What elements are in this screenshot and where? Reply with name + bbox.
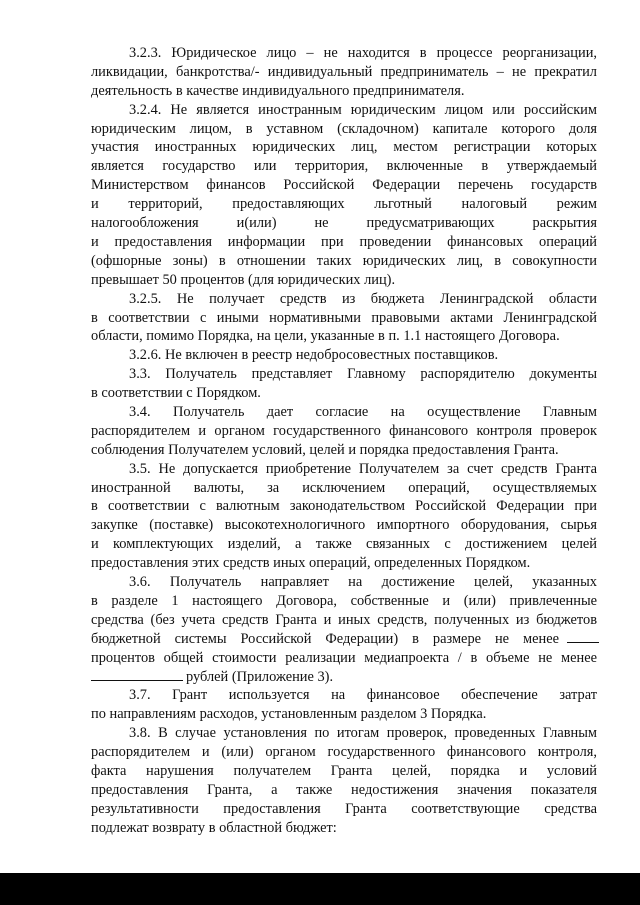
text-line: 3.4. Получатель дает согласие на осуществление Главным — [129, 404, 597, 420]
text-line: бюджетной системы Российской Федерации) в размере не менее — [91, 630, 559, 647]
fill-in-blank — [567, 630, 599, 643]
text-line: 3.2.5. Не получает средств из бюджета Ленинградской области — [129, 290, 597, 307]
text-line: 3.2.6. Не включен в реестр недобросовестных поставщиков. — [129, 347, 499, 364]
text-line: предоставления Гранта, а также недостижения значения показателя — [91, 781, 597, 798]
text-line: в разделе 1 настоящего Договора, собственные и (или) привлеченные — [91, 592, 597, 609]
text-line: иностранной валюты, за исключением операций, осуществляемых — [91, 479, 597, 496]
text-line: распорядителем и органом государственного финансового контроля проверок — [91, 422, 597, 439]
paragraph-3-6 — [91, 573, 597, 686]
text-line: закупке (поставке) высокотехнологичного импортного оборудования, сырья — [91, 517, 597, 534]
text-line: (офшорные зоны) в отношении таких юридических лиц, в совокупности — [91, 252, 597, 269]
text-line: является государство или территория, включенные в утверждаемый — [91, 158, 597, 175]
text-line: подлежат возврату в областной бюджет: — [91, 819, 337, 836]
paragraph-3-4 — [91, 403, 597, 460]
text-line-with-blank — [91, 668, 597, 687]
fill-in-blank — [91, 668, 183, 681]
text-line: налогообложения и(или) не предусматривающих раскрытия — [91, 215, 597, 232]
paragraph-3-2-4 — [91, 101, 597, 290]
scan-bottom-edge — [0, 873, 640, 905]
text-line: в соответствии с Порядком. — [91, 385, 261, 402]
paragraph-3-2-5 — [91, 290, 597, 347]
text-line: превышает 50 процентов (для юридических лиц). — [91, 271, 396, 288]
text-line: результативности предоставления Гранта соответствующие средства — [91, 800, 597, 817]
paragraph-3-2-3 — [91, 44, 597, 101]
text-line: 3.2.4. Не является иностранным юридическим лицом или российским — [129, 101, 597, 118]
text-line: деятельность в качестве индивидуального предпринимателя. — [91, 82, 465, 99]
text-line: 3.7. Грант используется на финансовое обеспечение затрат — [129, 687, 597, 704]
text-line: юридическим лицом, в уставном (складочном) капитале которого доля — [91, 120, 597, 137]
text-line: 3.6. Получатель направляет на достижение целей, указанных — [129, 574, 597, 591]
text-line: 3.5. Не допускается приобретение Получателем за счет средств Гранта — [129, 460, 597, 477]
text-line: и предоставления информации при проведении финансовых операций — [91, 233, 597, 250]
paragraph-3-8 — [91, 724, 597, 837]
text-line-with-blank — [91, 630, 597, 649]
text-line: по направлениям расходов, установленным разделом 3 Порядка. — [91, 706, 487, 723]
text-line: 3.8. В случае установления по итогам проверок, проведенных Главным — [129, 725, 597, 742]
text-segment: рублей (Приложение 3). — [186, 668, 334, 685]
text-line: 3.2.3. Юридическое лицо – не находится в процессе реорганизации, — [129, 45, 597, 61]
paragraph-3-2-6 — [91, 346, 597, 365]
text-line: и территорий, предоставляющих льготный налоговый режим — [91, 196, 597, 213]
text-line: ликвидации, банкротства/- индивидуальный предприниматель – не прекратил — [91, 63, 597, 80]
text-line: 3.3. Получатель представляет Главному распорядителю документы — [129, 366, 597, 383]
text-line: предоставления этих средств иных операций, определенных Порядком. — [91, 555, 531, 572]
paragraph-3-5 — [91, 460, 597, 573]
text-line: участия иностранных юридических лиц, местом регистрации которых — [91, 139, 597, 156]
text-line: Министерством финансов Российской Федерации перечень государств — [91, 177, 597, 194]
document-body — [91, 44, 597, 838]
text-line: и комплектующих изделий, а также связанных с достижением целей — [91, 536, 597, 553]
text-line: распорядителем и (или) органом государственного финансового контроля, — [91, 744, 597, 761]
paragraph-3-3 — [91, 365, 597, 403]
text-line: в соответствии с иными нормативными правовыми актами Ленинградской — [91, 309, 597, 326]
text-line: в соответствии с валютным законодательством Российской Федерации при — [91, 498, 597, 515]
text-line: средства (без учета средств Гранта и иных средств, полученных из бюджетов — [91, 611, 597, 628]
text-line: соблюдения Получателем условий, целей и порядка предоставления Гранта. — [91, 441, 559, 458]
text-line: факта нарушения получателем Гранта целей, порядка и условий — [91, 763, 597, 779]
text-line: области, помимо Порядка, на цели, указанные в п. 1.1 настоящего Договора. — [91, 328, 560, 345]
paragraph-3-7 — [91, 686, 597, 724]
text-line: процентов общей стоимости реализации медиапроекта / в объеме не менее — [91, 649, 597, 666]
